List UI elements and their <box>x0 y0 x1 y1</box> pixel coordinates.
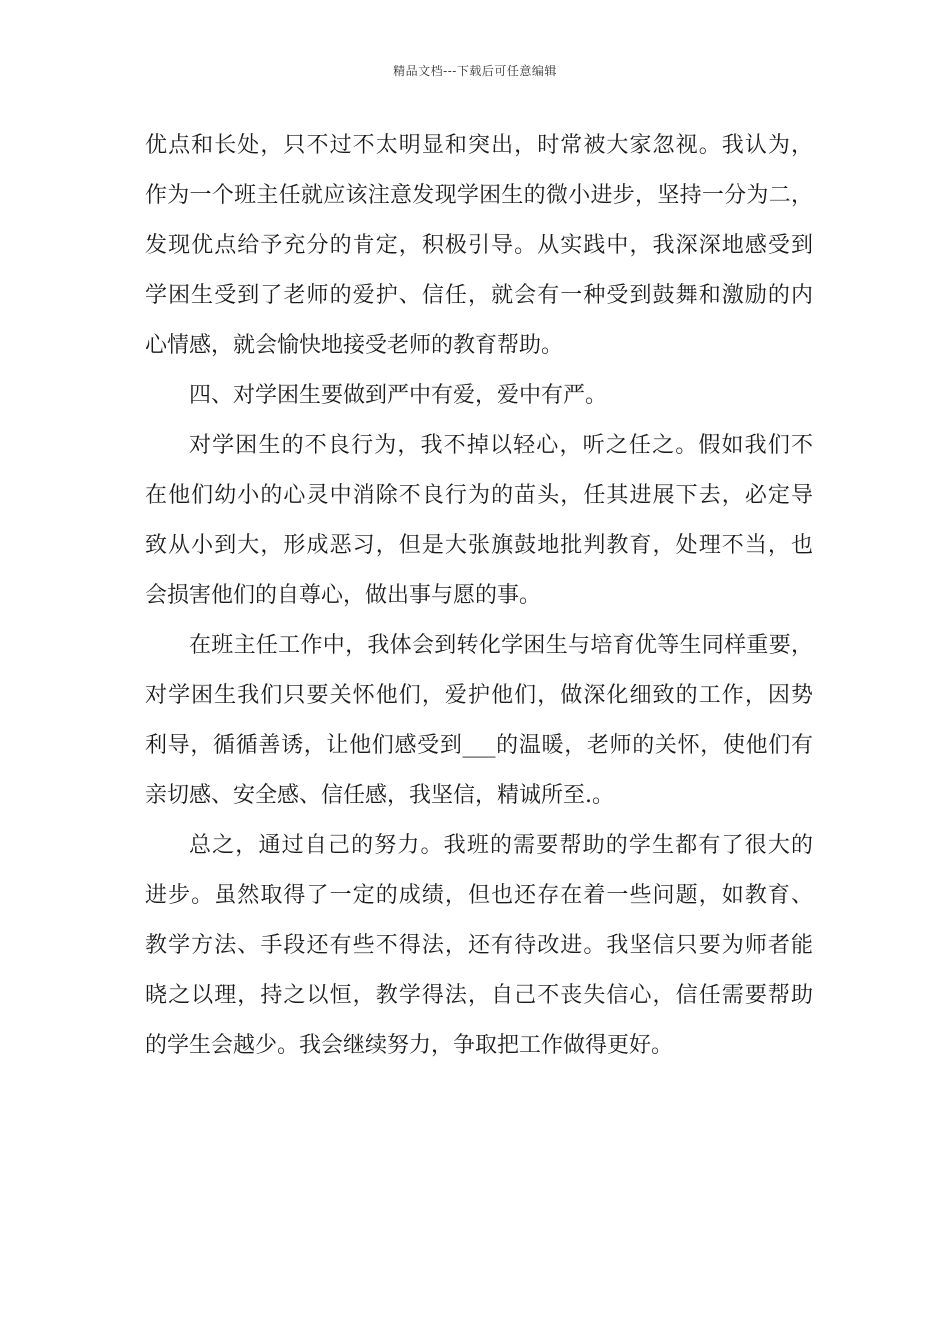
text-line: 教学方法、手段还有些不得法，还有待改进。我坚信只要为师者能 <box>145 933 813 958</box>
text-line: 总之，通过自己的努力。我班的需要帮助的学生都有了很大的 <box>189 833 813 858</box>
text-line: 优点和长处，只不过不太明显和突出，时常被大家忽视。我认为， <box>145 133 813 158</box>
text-line: 心情感，就会愉快地接受老师的教育帮助。 <box>145 333 564 358</box>
text-line: 在班主任工作中，我体会到转化学困生与培育优等生同样重要， <box>189 633 813 658</box>
text-line: 对学困生的不良行为，我不掉以轻心，听之任之。假如我们不 <box>189 433 813 458</box>
text-line: 亲切感、安全感、信任感，我坚信，精诚所至.。 <box>145 783 614 808</box>
text-line: 对学困生我们只要关怀他们，爱护他们，做深化细致的工作，因势 <box>145 683 813 708</box>
text-line: 在他们幼小的心灵中消除不良行为的苗头，任其进展下去，必定导 <box>145 483 813 508</box>
text-line: 作为一个班主任就应该注意发现学困生的微小进步，坚持一分为二， <box>145 183 813 208</box>
text-line: 四、对学困生要做到严中有爱，爱中有严。 <box>189 383 608 408</box>
document-body <box>145 128 813 1078</box>
text-line: 晓之以理，持之以恒，教学得法，自己不丧失信心，信任需要帮助 <box>145 983 813 1008</box>
page-header: 精品文档---下载后可任意编辑 <box>393 64 557 78</box>
text-line: 利导，循循善诱，让他们感受到___的温暖，老师的关怀，使他们有 <box>145 733 813 758</box>
text-line: 会损害他们的自尊心，做出事与愿的事。 <box>145 583 542 608</box>
text-line: 致从小到大，形成恶习，但是大张旗鼓地批判教育，处理不当，也 <box>145 533 813 558</box>
text-line: 的学生会越少。我会继续努力，争取把工作做得更好。 <box>145 1033 674 1058</box>
text-line: 发现优点给予充分的肯定，积极引导。从实践中，我深深地感受到 <box>145 233 813 258</box>
text-line: 进步。虽然取得了一定的成绩，但也还存在着一些问题，如教育、 <box>145 883 813 908</box>
text-line: 学困生受到了老师的爱护、信任，就会有一种受到鼓舞和激励的内 <box>145 283 813 308</box>
